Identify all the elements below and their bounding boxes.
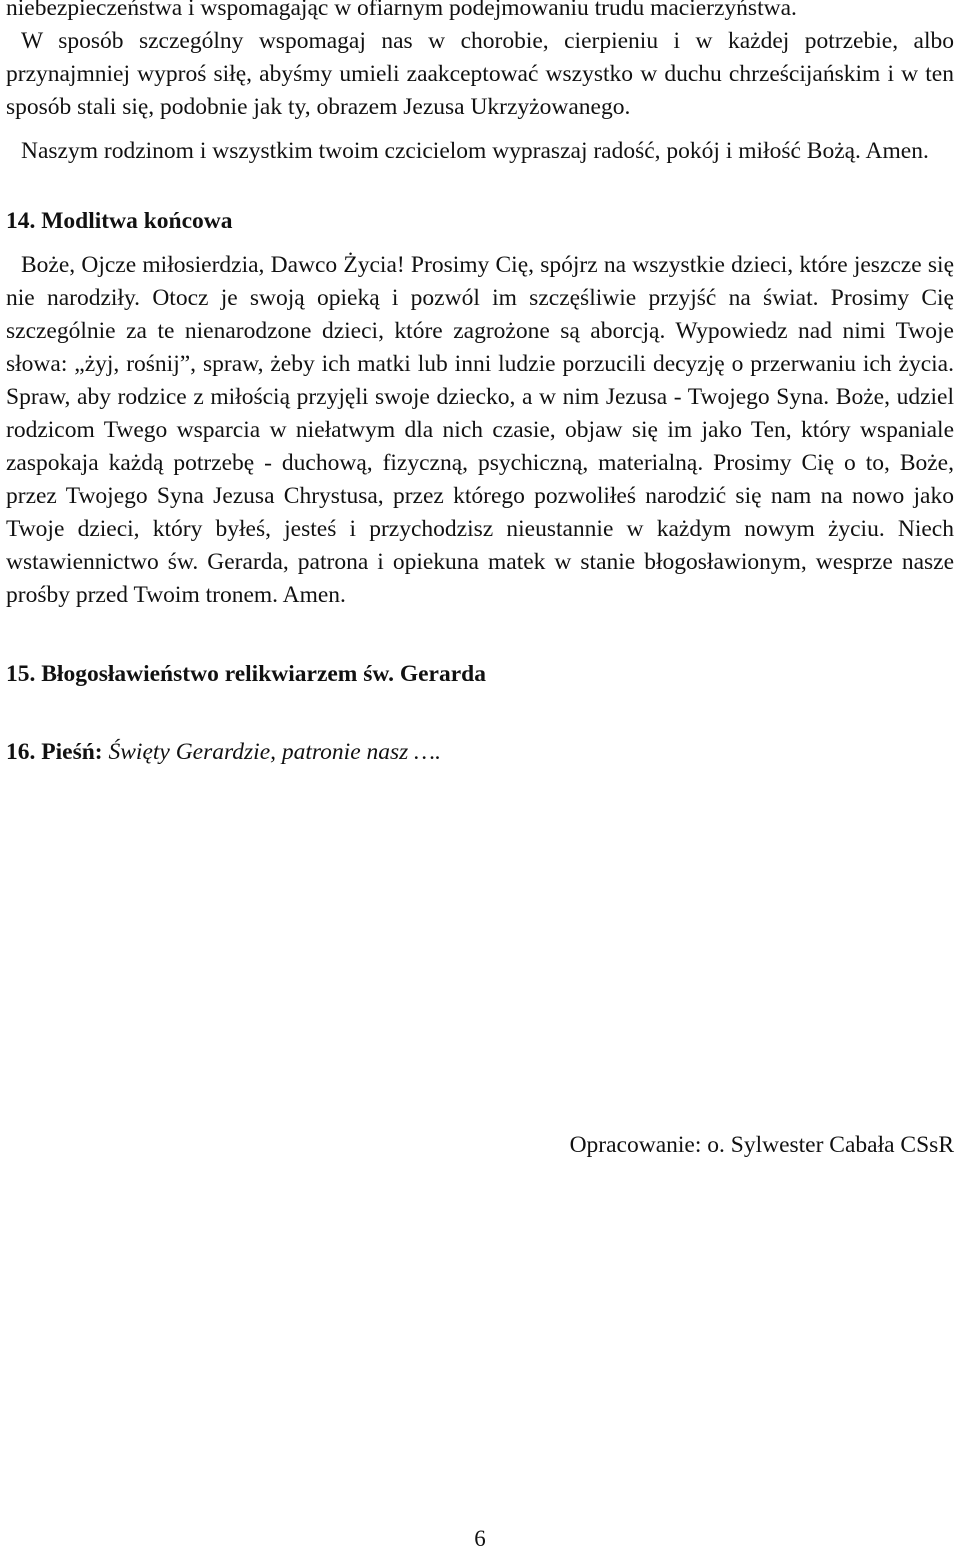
section-16-label: 16. Pieśń: (6, 739, 103, 765)
section-16-heading (6, 736, 954, 769)
author-credit: Opracowanie: o. Sylwester Cabała CSsR (569, 1132, 954, 1158)
document-content (6, 0, 954, 769)
intro-paragraph-families: Naszym rodzinom i wszystkim twoim czcicielom wypraszaj radość, pokój i miłość Bożą. Amen. (21, 138, 929, 164)
page-number: 6 (474, 1526, 486, 1551)
section-14-body: Boże, Ojcze miłosierdzia, Dawco Życia! Prosimy Cię, spójrz na wszystkie dzieci, które jeszcze się nie narodziły. Otocz je swoją opieką i pozwól im szczęśliwie przyjść na świat. Prosimy Cię szczególnie za te nienarodzone dzieci, które zagrożone są aborcją. Wypowiedz nad nimi Twoje słowa: „żyj, rośnij”, spraw, żeby ich matki lub inni ludzie porzucili decyzję o przerwaniu ich życia. Spraw, aby rodzice z miłością przyjęli swoje dziecko, a w nim Jezusa - Twojego Syna. Boże, udziel rodzicom Twego wsparcia w niełatwym dla nich czasie, objaw się im jako Ten, który wspaniale zaspokaja każdą potrzebę - duchową, fizyczną, psychiczną, materialną. Prosimy Cię o to, Boże, przez Twojego Syna Jezusa Chrystusa, przez którego pozwoliłeś narodzić się nam na nowo jako Twoje dzieci, który byłeś, jesteś i przychodzisz nieustannie w każdym nowym życiu. Niech wstawiennictwo św. Gerarda, patrona i opiekuna matek w stanie błogosławionym, wesprze nasze prośby przed Twoim tronem. Amen. (6, 252, 954, 608)
intro-paragraph-prayer: W sposób szczególny wspomagaj nas w chorobie, cierpieniu i w każdej potrzebie, albo przynajmniej wyproś siłę, abyśmy umieli zaakceptować wszystko w duchu chrześcijańskim i w ten sposób stali się, podobnie jak ty, obrazem Jezusa Ukrzyżowanego. (6, 28, 954, 120)
intro-paragraph-continuation: niebezpieczeństwa i wspomagając w ofiarnym podejmowaniu trudu macierzyństwa. (6, 0, 797, 21)
song-title: Święty Gerardzie, patronie nasz …. (108, 739, 441, 765)
section-15-heading: 15. Błogosławieństwo relikwiarzem św. Gerarda (6, 661, 486, 687)
section-14-heading: 14. Modlitwa końcowa (6, 208, 233, 234)
